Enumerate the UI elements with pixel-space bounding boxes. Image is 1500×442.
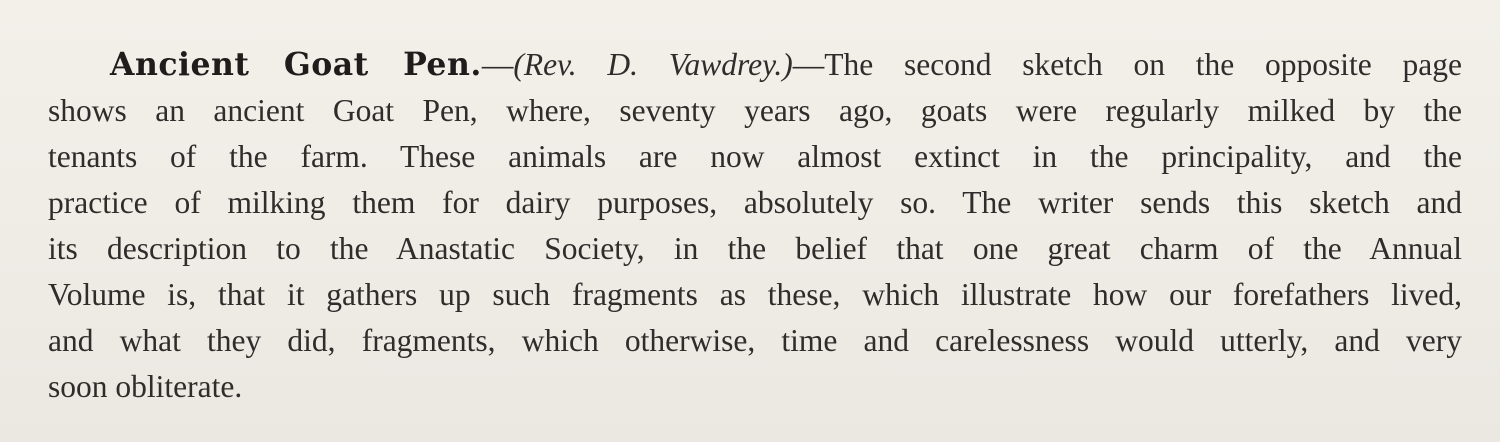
author-dash: —	[792, 47, 825, 82]
heading-dash: —	[481, 47, 514, 82]
text-line-2: shows an ancient Goat Pen, where, seventy years ago, goats were regularly milked by the	[48, 93, 1462, 128]
text-line-5: its description to the Anastatic Society, in the belief that one great charm of the Annual	[48, 231, 1462, 266]
entry-heading: Ancient Goat Pen.	[110, 46, 482, 83]
text-line-1	[48, 42, 1462, 88]
text-line-6: Volume is, that it gathers up such fragments as these, which illustrate how our forefathers lived,	[48, 277, 1462, 312]
text-line-4: practice of milking them for dairy purposes, absolutely so. The writer sends this sketch and	[48, 185, 1462, 220]
text-line-3: tenants of the farm. These animals are now almost extinct in the principality, and the	[48, 139, 1462, 174]
text-paragraph	[48, 42, 1462, 410]
entry-author: (Rev. D. Vawdrey.)	[513, 47, 793, 82]
text-line-7: and what they did, fragments, which otherwise, time and carelessness would utterly, and very	[48, 323, 1462, 358]
text-line-8: soon obliterate.	[48, 369, 243, 404]
line-text: The second sketch on the opposite page	[824, 47, 1463, 82]
